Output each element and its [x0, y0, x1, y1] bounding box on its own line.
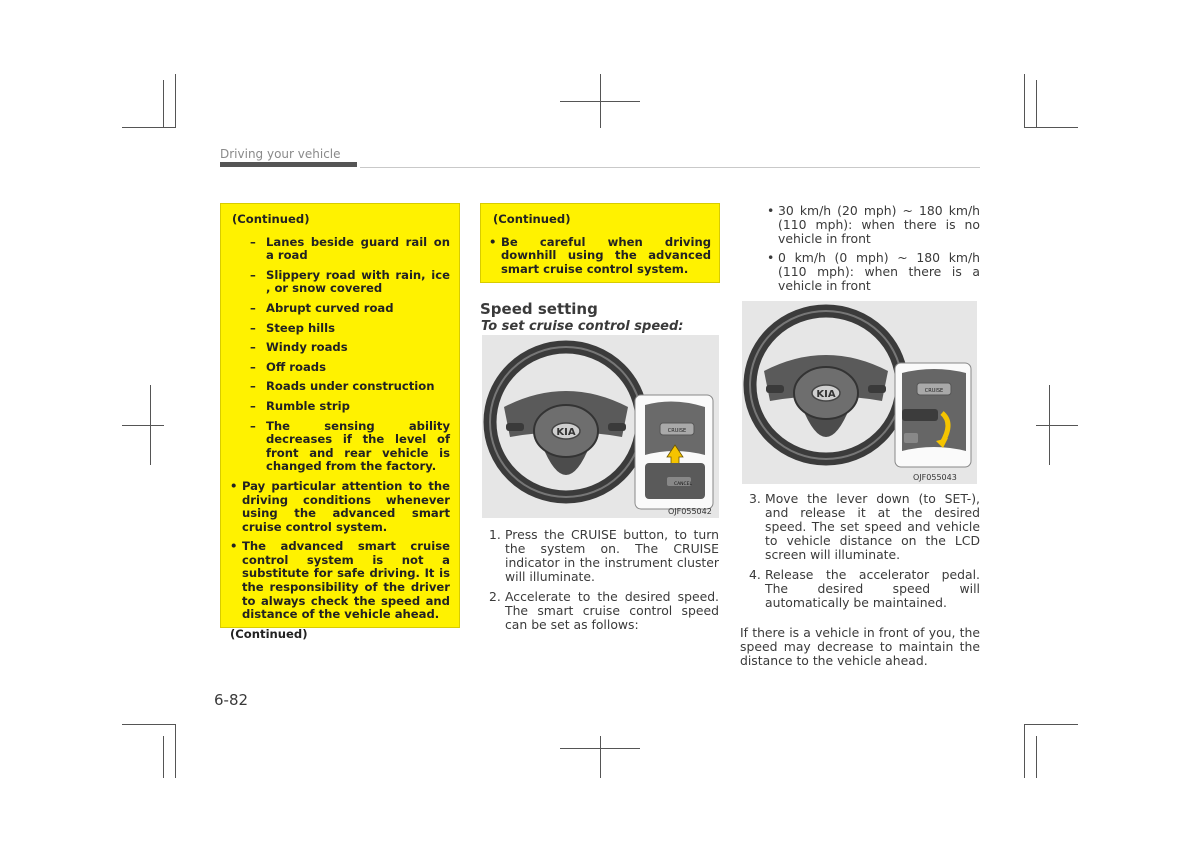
warning-box-continued — [480, 203, 720, 283]
warning-bullet-item: • Be careful when driving downhill using the advanced smart cruise control system. — [489, 236, 711, 277]
crop-mark — [175, 724, 176, 778]
step-list — [749, 492, 980, 616]
warning-dash-item: – The sensing ability decreases if the level of front and rear vehicle is changed from the factory. — [250, 420, 450, 474]
crop-mark — [1036, 736, 1037, 778]
warning-footer: (Continued) — [230, 626, 308, 641]
warning-box-continued — [220, 203, 460, 641]
figure-code: OJF055043 — [913, 473, 957, 482]
steering-wheel-figure-cruise-button — [482, 335, 719, 518]
steering-wheel-illustration — [742, 301, 977, 484]
kia-logo: KIA — [816, 389, 836, 400]
section-header: Driving your vehicle — [220, 147, 341, 161]
warning-title: (Continued) — [232, 212, 310, 226]
crop-mark — [600, 736, 601, 778]
step-text: Accelerate to the desired speed. The smart cruise control speed can be set as follows: — [505, 589, 719, 632]
step-item — [489, 528, 719, 584]
step-text: Release the accelerator pedal. The desired speed will automatically be maintained. — [765, 567, 980, 610]
cruise-label: CRUISE — [667, 428, 687, 434]
crop-mark — [122, 425, 164, 426]
section-title: Speed setting — [480, 300, 598, 318]
step-number: 1. — [489, 527, 501, 542]
warning-dash-item: – Steep hills — [250, 322, 450, 336]
section-subtitle: To set cruise control speed: — [481, 319, 684, 334]
step-number: 3. — [749, 491, 761, 506]
crop-mark — [1024, 724, 1078, 725]
crop-mark — [560, 101, 640, 102]
crop-mark — [163, 736, 164, 778]
warning-bullet-item: • Pay particular attention to the driving conditions whenever using the advanced smart cruise control system. — [230, 480, 450, 534]
figure-code: OJF055042 — [668, 507, 712, 516]
warning-dot-list — [489, 236, 711, 277]
speed-range-item: • 0 km/h (0 mph) ~ 180 km/h (110 mph): when there is a vehicle in front — [767, 251, 980, 293]
warning-dash-item: – Lanes beside guard rail on a road — [250, 236, 450, 263]
warning-dash-item: – Slippery road with rain, ice , or snow covered — [250, 269, 450, 296]
crop-mark — [1024, 127, 1078, 128]
crop-mark — [175, 74, 176, 128]
steering-wheel-figure-set-lever — [742, 301, 977, 484]
warning-title: (Continued) — [493, 212, 571, 226]
crop-mark — [1036, 425, 1078, 426]
warning-dash-item: – Windy roads — [250, 341, 450, 355]
step-number: 4. — [749, 567, 761, 582]
crop-mark — [122, 724, 176, 725]
header-bar — [220, 162, 357, 167]
step-text: Press the CRUISE button, to turn the system on. The CRUISE indicator in the instrument cluster will illuminate. — [505, 527, 719, 584]
warning-dash-item: – Rumble strip — [250, 400, 450, 414]
warning-dash-item: – Abrupt curved road — [250, 302, 450, 316]
warning-dash-list — [230, 236, 450, 474]
speed-range-list — [767, 204, 980, 298]
warning-bullet-item: • The advanced smart cruise control system is not a substitute for safe driving. It is the responsibility of the driver to always check the speed and distance of the vehicle ahead. — [230, 540, 450, 622]
step-list — [489, 528, 719, 638]
page-number: 6-82 — [214, 691, 249, 709]
speed-range-item: • 30 km/h (20 mph) ~ 180 km/h (110 mph): when there is no vehicle in front — [767, 204, 980, 246]
step-item — [749, 568, 980, 610]
crop-mark — [1024, 724, 1025, 778]
warning-dot-list — [230, 480, 450, 622]
crop-mark — [1024, 74, 1025, 128]
step-number: 2. — [489, 589, 501, 604]
crop-mark — [1036, 80, 1037, 128]
crop-mark — [560, 748, 640, 749]
step-item — [749, 492, 980, 562]
header-rule — [360, 167, 980, 168]
cancel-label: CANCEL — [673, 482, 693, 487]
warning-dash-item: – Roads under construction — [250, 380, 450, 394]
crop-mark — [122, 127, 176, 128]
crop-mark — [163, 80, 164, 128]
step-item — [489, 590, 719, 632]
steering-wheel-illustration — [482, 335, 719, 518]
warning-dash-item: – Off roads — [250, 361, 450, 375]
cruise-label: CRUISE — [924, 388, 944, 394]
kia-logo: KIA — [556, 427, 576, 438]
closing-paragraph: If there is a vehicle in front of you, the speed may decrease to maintain the distance to the vehicle ahead. — [740, 625, 980, 668]
step-text: Move the lever down (to SET-), and release it at the desired speed. The set speed and vehicle to vehicle distance on the LCD screen will illuminate. — [765, 491, 980, 562]
